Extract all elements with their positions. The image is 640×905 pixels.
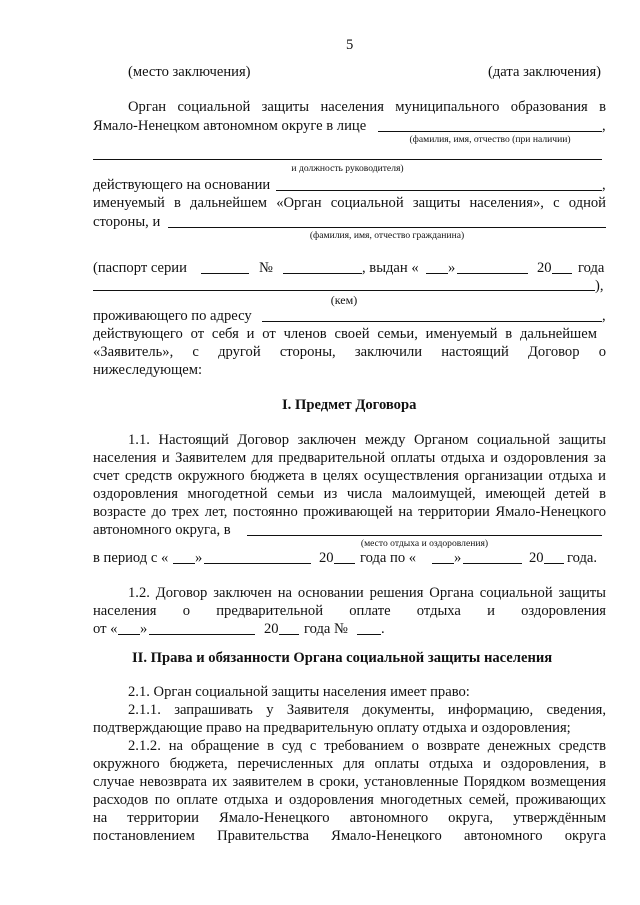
passport-year-blank [552,273,572,274]
page-number: 5 [346,37,354,53]
section-2-title: II. Права и обязанности Органа социальной защиты населения [132,650,553,666]
s2-p212-line-3: случае невозврата их заявителем в сроки, установленные Порядком возмещения [93,774,606,790]
intro-line-4: именуемый в дальнейшем «Орган социальной защиты населения», с одной [93,195,606,211]
passport-issued-label: , выдан « [362,260,419,276]
hint-issuer: (кем) [330,293,358,307]
s2-p212-line-5: на территории Ямало-Ненецкого автономного округа, утверждённым [93,810,606,826]
period-from-day-blank [173,563,195,564]
representative-blank [378,131,602,132]
period-to-day-blank [432,563,454,564]
s1-p2-line-2: населения о предварительной оплате отдыха и оздоровления [93,603,606,619]
decision-day-blank [118,634,140,635]
intro-line-8: проживающего по адресу [93,308,252,324]
passport-number-blank [283,273,362,274]
decision-end: . [381,621,385,637]
s1-p1-line-1: 1.1. Настоящий Договор заключен между Органом социальной защиты [128,432,606,448]
place-label: (место заключения) [128,64,251,80]
period-to-month-blank [463,563,522,564]
s1-p2-line-1: 1.2. Договор заключен на основании решения Органа социальной защиты [128,585,606,601]
intro-line-3-end: , [602,177,606,193]
hint-position: и должность руководителя) [291,163,404,174]
s1-p1-line-4: оздоровления многодетной семьи из числа малоимущей, имеющей детей в [93,486,606,502]
passport-label: (паспорт серии [93,260,187,276]
intro-line-1: Орган социальной защиты населения муниципального образования в [128,99,606,115]
period-from-month-blank [204,563,311,564]
decision-month-blank [149,634,255,635]
decision-quote: » [140,621,148,637]
hint-citizen: (фамилия, имя, отчество гражданина) [309,230,465,241]
period-to-year-label: года. [567,550,598,566]
date-label: (дата заключения) [488,64,602,80]
address-blank [262,321,602,322]
s2-p211-line-2: подтверждающие право на предварительную оплату отдыха и оздоровления; [93,720,571,736]
period-to-year-prefix: 20 [529,550,544,566]
citizen-blank [168,227,606,228]
period-from-quote: » [195,550,203,566]
decision-year-prefix: 20 [264,621,279,637]
passport-year-label: года [578,260,605,276]
s2-p211-line-1: 2.1.1. запрашивать у Заявителя документы, информацию, сведения, [128,702,606,718]
issuer-blank [93,290,595,291]
intro-line-3: действующего на основании [93,177,271,193]
passport-number-label: № [259,260,273,276]
s2-p212-line-2: окружного бюджета, перечисленных для оплаты отдыха и оздоровления, в [93,756,606,772]
passport-year-prefix: 20 [537,260,552,276]
s1-p1-line-2: населения и Заявителем для предварительной оплаты отдыха и оздоровления за [93,450,606,466]
rest-place-blank [247,535,602,536]
basis-blank [276,190,602,191]
intro-line-2: Ямало-Ненецком автономном округе в лице [93,118,367,134]
decision-from-label: от « [93,621,118,637]
s1-p1-line-5: возрасте до трех лет, постоянно проживающей на территории Ямало-Ненецкого [93,504,606,520]
period-from-label: в период с « [93,550,169,566]
s1-p1-line-6: автономного округа, в [93,522,231,538]
period-from-year-prefix: 20 [319,550,334,566]
intro-line-11: нижеследующем: [93,362,203,378]
position-blank [93,159,602,160]
period-from-year-blank [334,563,355,564]
s2-p212-line-4: расходов по оплате отдыха и оздоровления многодетных семей, проживающих [93,792,606,808]
period-to-year-blank [544,563,564,564]
section-1-title: I. Предмет Договора [282,397,417,413]
intro-line-9: действующего от себя и от членов своей семьи, именуемый в дальнейшем [93,326,597,342]
intro-line-10: «Заявитель», с другой стороны, заключили настоящий Договор о [93,344,606,360]
hint-fio: (фамилия, имя, отчество (при наличии) [409,134,571,145]
intro-line-5: стороны, и [93,214,161,230]
hint-rest-place: (место отдыха и оздоровления) [360,538,489,549]
issuer-end: ), [595,278,604,294]
decision-number-label: года № [304,621,348,637]
passport-series-blank [201,273,249,274]
decision-year-blank [279,634,299,635]
s2-p212-line-1: 2.1.2. на обращение в суд с требованием о возврате денежных средств [128,738,606,754]
s2-p212-line-6: постановлением Правительства Ямало-Ненецкого автономного округа [93,828,606,844]
period-to-quote: » [454,550,462,566]
intro-line-8-end: , [602,308,606,324]
passport-day-blank [426,273,448,274]
passport-month-blank [457,273,528,274]
period-to-label: года по « [360,550,417,566]
s2-p21: 2.1. Орган социальной защиты населения имеет право: [128,684,470,700]
intro-line-2-end: , [602,118,606,134]
decision-number-blank [357,634,381,635]
s1-p1-line-3: счет средств окружного бюджета в целях осуществления организации отдыха и [93,468,606,484]
passport-quote-close: » [448,260,456,276]
